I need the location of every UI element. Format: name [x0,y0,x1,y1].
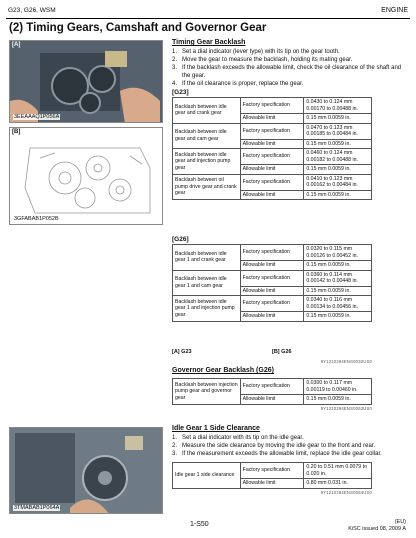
idle-step: 2. Measure the side clearance by moving the idle gear to the front and rear. [172,443,376,449]
header-rule [6,18,410,19]
header-chapter: ENGINE [381,7,408,14]
footer-region: (EU) [394,519,406,525]
section-title: (2) Timing Gears, Camshaft and Governor Gear [9,22,267,34]
legend-a: [A] G23 [172,349,192,355]
figure-c-caption: 3TMABAB1P064A [14,505,60,511]
governor-section [172,367,408,411]
header-model: G23, G26, WSM [8,7,56,14]
g26-block [172,236,408,322]
idle-table [172,462,372,489]
g26-table [172,244,372,322]
table-row: Allowable limit 0.15 mm 0.0059 in. [173,286,372,296]
table-row: Backlash between idle gear 1 and crank gear Factory specification 0.0320 to 0.115 mm 0.00126 to 0.00452 in. [173,245,372,261]
figure-c-photo [10,428,163,514]
timing-step: 3. If the backlash exceeds the allowable limit, check the oil clearance of the shaft and the gear. [172,65,402,79]
timing-step: 2. Move the gear to measure the backlash, holding its mating gear. [172,57,353,63]
page-number: 1-S50 [190,521,209,528]
g23-table [172,97,372,200]
g26-label: [G26] [172,236,189,243]
table-row: Backlash between idle gear and cam gear Factory specification 0.0470 to 0.123 mm 0.00185 to 0.00484 in. [173,123,372,139]
table-row: Allowable limit 0.15 mm 0.0059 in. [173,261,372,271]
table-row: Allowable limit 0.15 mm 0.0059 in. [173,190,372,200]
table-row: Backlash between injection pump gear and governor gear Factory specification 0.0300 to 0.117 mm 0.00119 to 0.00460 in. [173,379,372,395]
idle-step: 3. If the measurement exceeds the allowable limit, replace the idle gear collar. [172,451,382,457]
figure-b-label: [B] [12,129,21,135]
table-row: Idle gear 1 side clearance Factory specification 0.20 to 0.51 mm 0.0079 to 0.020 in. [173,463,372,479]
idle-section [172,425,408,495]
timing-step: 4. If the oil clearance is proper, replace the gear. [172,81,304,87]
figure-a-label: [A] [12,42,21,48]
footer-issue [348,519,406,532]
timing-gear-title: Timing Gear Backlash [172,39,246,46]
figure-a [9,40,163,123]
figure-c [9,427,163,514]
governor-title: Governor Gear Backlash (G26) [172,367,274,374]
figure-b [9,127,163,225]
table-row: Backlash between idle gear and injection pump gear Factory specification 0.0460 to 0.124 mm 0.00182 to 0.00488 in. [173,149,372,165]
g23-label: [G23] [172,89,189,96]
figure-b-caption: 3GFABAB1P052B [14,216,59,222]
timing-steps [172,48,408,88]
doc-code: 9Y1210294ENS0063US0 [320,405,372,411]
idle-title: Idle Gear 1 Side Clearance [172,425,260,432]
governor-table [172,378,372,405]
figure-legend [172,349,292,355]
g23-block [172,89,408,200]
idle-step: 1. Set a dial indicator with its tip on the idle gear. [172,435,304,441]
timing-gear-section [172,39,408,88]
table-row: Allowable limit 0.15 mm 0.0059 in. [173,114,372,124]
table-row: Backlash between oil pump drive gear and crank gear Factory specification 0.0410 to 0.123 mm 0.00162 to 0.00484 in. [173,174,372,190]
table-row: Allowable limit 0.15 mm 0.0059 in. [173,139,372,149]
table-row: Allowable limit 0.80 mm 0.031 in. [173,479,372,489]
table-row: Backlash between idle gear and crank gear Factory specification 0.0430 to 0.124 mm 0.00170 to 0.00488 in. [173,98,372,114]
doc-code: 9Y1210294ENS0064US0 [320,489,372,495]
legend-b: [B] G26 [272,349,292,355]
table-row: Allowable limit 0.15 mm 0.0059 in. [173,165,372,175]
figure-b-drawing [10,128,163,225]
table-row: Backlash between idle gear 1 and cam gear Factory specification 0.0360 to 0.114 mm 0.00142 to 0.00448 in. [173,270,372,286]
idle-steps [172,434,408,458]
table-row: Allowable limit 0.15 mm 0.0059 in. [173,395,372,405]
table-row: Backlash between idle gear 1 and injection pump gear Factory specification 0.0340 to 0.116 mm 0.00134 to 0.00456 in. [173,296,372,312]
figure-a-photo [10,41,163,123]
timing-step: 1. Set a dial indicator (lever type) with its tip on the gear tooth. [172,49,340,55]
footer-issued: KiSC issued 08, 2009 A [348,525,406,532]
table-row: Allowable limit 0.15 mm 0.0059 in. [173,312,372,322]
doc-code: 9Y1210294ENS0032US0 [320,359,372,364]
figure-a-caption: 3EEAAAQ1P056A [14,114,60,120]
